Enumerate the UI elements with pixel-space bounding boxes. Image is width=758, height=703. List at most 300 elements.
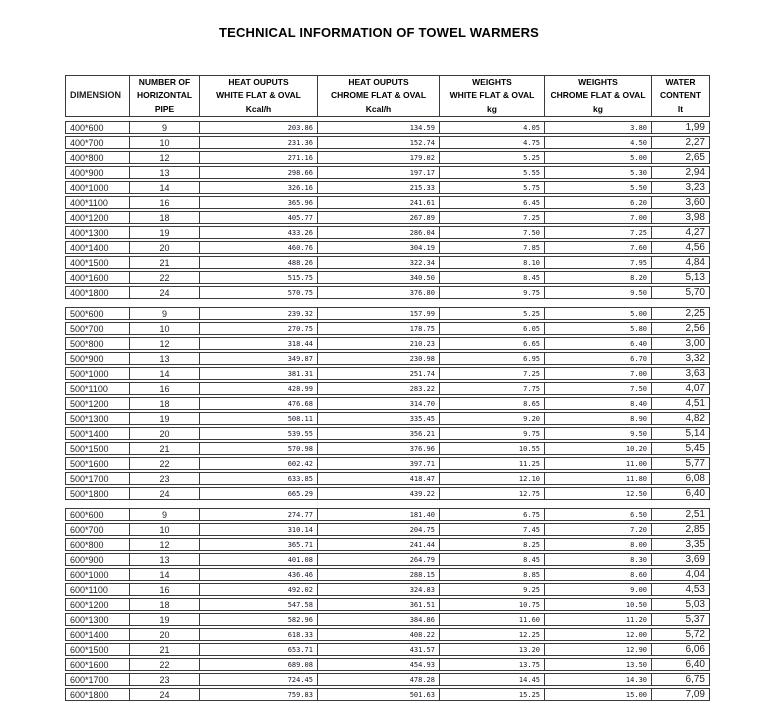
heat-output-white-cell: 539.55 bbox=[200, 427, 318, 440]
dimension-cell: 500*1000 bbox=[65, 367, 130, 380]
water-content-cell: 5,37 bbox=[652, 613, 710, 626]
table-row bbox=[65, 427, 710, 440]
table-row bbox=[65, 523, 710, 536]
pipe-count-cell: 22 bbox=[130, 271, 200, 284]
weight-white-cell: 10.75 bbox=[440, 598, 545, 611]
heat-output-white-cell: 547.58 bbox=[200, 598, 318, 611]
heat-output-white-cell: 665.29 bbox=[200, 487, 318, 500]
pipe-count-cell: 12 bbox=[130, 337, 200, 350]
weight-white-cell: 7.25 bbox=[440, 211, 545, 224]
weight-chrome-cell: 8.20 bbox=[545, 271, 652, 284]
table-row bbox=[65, 181, 710, 194]
pipe-count-cell: 18 bbox=[130, 211, 200, 224]
heat-output-chrome-cell: 431.57 bbox=[318, 643, 440, 656]
dimension-cell: 400*1100 bbox=[65, 196, 130, 209]
dimension-cell: 500*1400 bbox=[65, 427, 130, 440]
weight-chrome-cell: 6.40 bbox=[545, 337, 652, 350]
weight-chrome-cell: 5.80 bbox=[545, 322, 652, 335]
pipe-count-cell: 16 bbox=[130, 382, 200, 395]
table-row bbox=[65, 271, 710, 284]
weight-chrome-cell: 8.40 bbox=[545, 397, 652, 410]
heat-output-white-cell: 298.66 bbox=[200, 166, 318, 179]
column-header-dimension: DIMENSION bbox=[65, 75, 130, 117]
pipe-count-cell: 21 bbox=[130, 442, 200, 455]
weight-white-cell: 14.45 bbox=[440, 673, 545, 686]
heat-output-white-cell: 724.45 bbox=[200, 673, 318, 686]
weight-chrome-cell: 7.60 bbox=[545, 241, 652, 254]
water-content-cell: 3,23 bbox=[652, 181, 710, 194]
weight-white-cell: 9.75 bbox=[440, 427, 545, 440]
towel-warmers-table bbox=[65, 73, 710, 703]
weight-chrome-cell: 11.00 bbox=[545, 457, 652, 470]
heat-output-chrome-cell: 251.74 bbox=[318, 367, 440, 380]
dimension-cell: 500*600 bbox=[65, 307, 130, 320]
pipe-count-cell: 10 bbox=[130, 322, 200, 335]
dimension-cell: 600*900 bbox=[65, 553, 130, 566]
weight-chrome-cell: 8.30 bbox=[545, 553, 652, 566]
table-body-groups bbox=[65, 119, 710, 703]
water-content-cell: 4,04 bbox=[652, 568, 710, 581]
heat-output-chrome-cell: 288.15 bbox=[318, 568, 440, 581]
weight-white-cell: 9.20 bbox=[440, 412, 545, 425]
pipe-count-cell: 18 bbox=[130, 397, 200, 410]
water-content-cell: 5,70 bbox=[652, 286, 710, 299]
heat-output-chrome-cell: 179.02 bbox=[318, 151, 440, 164]
dimension-cell: 500*1500 bbox=[65, 442, 130, 455]
pipe-count-cell: 20 bbox=[130, 241, 200, 254]
heat-output-white-cell: 460.76 bbox=[200, 241, 318, 254]
table-header bbox=[65, 73, 710, 119]
dimension-cell: 400*1500 bbox=[65, 256, 130, 269]
water-content-cell: 3,69 bbox=[652, 553, 710, 566]
pipe-count-cell: 13 bbox=[130, 553, 200, 566]
pipe-count-cell: 9 bbox=[130, 307, 200, 320]
dimension-cell: 600*1500 bbox=[65, 643, 130, 656]
pipe-count-cell: 22 bbox=[130, 658, 200, 671]
heat-output-chrome-cell: 335.45 bbox=[318, 412, 440, 425]
heat-output-white-cell: 270.75 bbox=[200, 322, 318, 335]
weight-chrome-cell: 10.20 bbox=[545, 442, 652, 455]
table-row bbox=[65, 136, 710, 149]
heat-output-chrome-cell: 376.80 bbox=[318, 286, 440, 299]
weight-white-cell: 8.10 bbox=[440, 256, 545, 269]
weight-chrome-cell: 8.60 bbox=[545, 568, 652, 581]
dimension-cell: 600*1600 bbox=[65, 658, 130, 671]
heat-output-chrome-cell: 230.98 bbox=[318, 352, 440, 365]
heat-output-chrome-cell: 241.44 bbox=[318, 538, 440, 551]
table-row bbox=[65, 286, 710, 299]
weight-white-cell: 8.85 bbox=[440, 568, 545, 581]
table-row bbox=[65, 583, 710, 596]
heat-output-white-cell: 602.42 bbox=[200, 457, 318, 470]
dimension-group-600 bbox=[65, 506, 710, 703]
table-row bbox=[65, 151, 710, 164]
heat-output-chrome-cell: 322.34 bbox=[318, 256, 440, 269]
weight-chrome-cell: 9.00 bbox=[545, 583, 652, 596]
weight-white-cell: 8.65 bbox=[440, 397, 545, 410]
weight-white-cell: 13.20 bbox=[440, 643, 545, 656]
dimension-cell: 400*1600 bbox=[65, 271, 130, 284]
heat-output-chrome-cell: 356.21 bbox=[318, 427, 440, 440]
table-row bbox=[65, 613, 710, 626]
heat-output-chrome-cell: 241.61 bbox=[318, 196, 440, 209]
weight-white-cell: 8.45 bbox=[440, 553, 545, 566]
weight-white-cell: 12.75 bbox=[440, 487, 545, 500]
heat-output-white-cell: 239.32 bbox=[200, 307, 318, 320]
water-content-cell: 5,13 bbox=[652, 271, 710, 284]
water-content-cell: 5,03 bbox=[652, 598, 710, 611]
heat-output-white-cell: 365.96 bbox=[200, 196, 318, 209]
dimension-cell: 600*800 bbox=[65, 538, 130, 551]
water-content-cell: 6,08 bbox=[652, 472, 710, 485]
weight-white-cell: 4.05 bbox=[440, 121, 545, 134]
dimension-cell: 600*1300 bbox=[65, 613, 130, 626]
dimension-group-500 bbox=[65, 305, 710, 502]
heat-output-white-cell: 203.86 bbox=[200, 121, 318, 134]
water-content-cell: 4,07 bbox=[652, 382, 710, 395]
pipe-count-cell: 19 bbox=[130, 613, 200, 626]
heat-output-white-cell: 476.68 bbox=[200, 397, 318, 410]
weight-white-cell: 12.10 bbox=[440, 472, 545, 485]
heat-output-chrome-cell: 408.22 bbox=[318, 628, 440, 641]
dimension-cell: 400*700 bbox=[65, 136, 130, 149]
table-row bbox=[65, 322, 710, 335]
heat-output-white-cell: 401.08 bbox=[200, 553, 318, 566]
table-row bbox=[65, 598, 710, 611]
heat-output-chrome-cell: 361.51 bbox=[318, 598, 440, 611]
heat-output-white-cell: 492.02 bbox=[200, 583, 318, 596]
heat-output-chrome-cell: 384.86 bbox=[318, 613, 440, 626]
dimension-cell: 500*800 bbox=[65, 337, 130, 350]
dimension-cell: 400*1800 bbox=[65, 286, 130, 299]
pipe-count-cell: 23 bbox=[130, 673, 200, 686]
dimension-group-400 bbox=[65, 119, 710, 301]
heat-output-chrome-cell: 178.75 bbox=[318, 322, 440, 335]
pipe-count-cell: 19 bbox=[130, 226, 200, 239]
weight-white-cell: 6.45 bbox=[440, 196, 545, 209]
heat-output-white-cell: 759.83 bbox=[200, 688, 318, 701]
weight-chrome-cell: 7.00 bbox=[545, 367, 652, 380]
dimension-cell: 400*1000 bbox=[65, 181, 130, 194]
weight-white-cell: 6.65 bbox=[440, 337, 545, 350]
pipe-count-cell: 21 bbox=[130, 643, 200, 656]
pipe-count-cell: 16 bbox=[130, 583, 200, 596]
weight-white-cell: 7.85 bbox=[440, 241, 545, 254]
weight-white-cell: 10.55 bbox=[440, 442, 545, 455]
dimension-cell: 600*600 bbox=[65, 508, 130, 521]
table-row bbox=[65, 397, 710, 410]
pipe-count-cell: 19 bbox=[130, 412, 200, 425]
heat-output-chrome-cell: 264.79 bbox=[318, 553, 440, 566]
water-content-cell: 3,98 bbox=[652, 211, 710, 224]
weight-white-cell: 7.25 bbox=[440, 367, 545, 380]
dimension-cell: 400*1300 bbox=[65, 226, 130, 239]
table-row bbox=[65, 382, 710, 395]
weight-white-cell: 8.45 bbox=[440, 271, 545, 284]
heat-output-white-cell: 326.16 bbox=[200, 181, 318, 194]
weight-white-cell: 6.05 bbox=[440, 322, 545, 335]
weight-chrome-cell: 5.00 bbox=[545, 307, 652, 320]
heat-output-white-cell: 436.46 bbox=[200, 568, 318, 581]
water-content-cell: 4,51 bbox=[652, 397, 710, 410]
dimension-cell: 600*700 bbox=[65, 523, 130, 536]
heat-output-chrome-cell: 397.71 bbox=[318, 457, 440, 470]
table-row bbox=[65, 352, 710, 365]
weight-white-cell: 5.25 bbox=[440, 151, 545, 164]
weight-chrome-cell: 11.80 bbox=[545, 472, 652, 485]
heat-output-chrome-cell: 204.75 bbox=[318, 523, 440, 536]
column-header-horizontal-pipes: NUMBER OF HORIZONTAL PIPE bbox=[130, 75, 200, 117]
dimension-cell: 600*1700 bbox=[65, 673, 130, 686]
heat-output-white-cell: 618.33 bbox=[200, 628, 318, 641]
column-header-weight-white: WEIGHTS WHITE FLAT & OVAL kg bbox=[440, 75, 545, 117]
dimension-cell: 600*1000 bbox=[65, 568, 130, 581]
weight-chrome-cell: 7.95 bbox=[545, 256, 652, 269]
dimension-cell: 500*1100 bbox=[65, 382, 130, 395]
water-content-cell: 2,27 bbox=[652, 136, 710, 149]
pipe-count-cell: 9 bbox=[130, 121, 200, 134]
dimension-cell: 600*1100 bbox=[65, 583, 130, 596]
water-content-cell: 7,09 bbox=[652, 688, 710, 701]
pipe-count-cell: 22 bbox=[130, 457, 200, 470]
water-content-cell: 2,85 bbox=[652, 523, 710, 536]
water-content-cell: 4,56 bbox=[652, 241, 710, 254]
water-content-cell: 5,14 bbox=[652, 427, 710, 440]
heat-output-chrome-cell: 134.59 bbox=[318, 121, 440, 134]
heat-output-white-cell: 405.77 bbox=[200, 211, 318, 224]
dimension-cell: 400*1200 bbox=[65, 211, 130, 224]
table-row bbox=[65, 688, 710, 701]
table-row bbox=[65, 457, 710, 470]
table-row bbox=[65, 442, 710, 455]
pipe-count-cell: 24 bbox=[130, 286, 200, 299]
weight-chrome-cell: 6.70 bbox=[545, 352, 652, 365]
column-header-heat-output-white: HEAT OUPUTS WHITE FLAT & OVAL Kcal/h bbox=[200, 75, 318, 117]
weight-white-cell: 6.95 bbox=[440, 352, 545, 365]
water-content-cell: 2,51 bbox=[652, 508, 710, 521]
table-row bbox=[65, 196, 710, 209]
table-row bbox=[65, 472, 710, 485]
water-content-cell: 4,84 bbox=[652, 256, 710, 269]
weight-white-cell: 5.75 bbox=[440, 181, 545, 194]
heat-output-chrome-cell: 376.96 bbox=[318, 442, 440, 455]
heat-output-chrome-cell: 478.28 bbox=[318, 673, 440, 686]
table-row bbox=[65, 538, 710, 551]
weight-chrome-cell: 11.20 bbox=[545, 613, 652, 626]
water-content-cell: 4,82 bbox=[652, 412, 710, 425]
table-row bbox=[65, 121, 710, 134]
pipe-count-cell: 10 bbox=[130, 136, 200, 149]
heat-output-chrome-cell: 210.23 bbox=[318, 337, 440, 350]
table-row bbox=[65, 307, 710, 320]
weight-white-cell: 11.60 bbox=[440, 613, 545, 626]
dimension-cell: 400*900 bbox=[65, 166, 130, 179]
dimension-cell: 400*1400 bbox=[65, 241, 130, 254]
water-content-cell: 6,40 bbox=[652, 658, 710, 671]
dimension-cell: 500*1300 bbox=[65, 412, 130, 425]
weight-chrome-cell: 8.90 bbox=[545, 412, 652, 425]
page-title: TECHNICAL INFORMATION OF TOWEL WARMERS bbox=[218, 25, 540, 40]
weight-chrome-cell: 12.50 bbox=[545, 487, 652, 500]
pipe-count-cell: 20 bbox=[130, 628, 200, 641]
dimension-cell: 400*800 bbox=[65, 151, 130, 164]
heat-output-white-cell: 381.31 bbox=[200, 367, 318, 380]
water-content-cell: 3,32 bbox=[652, 352, 710, 365]
weight-white-cell: 11.25 bbox=[440, 457, 545, 470]
weight-white-cell: 12.25 bbox=[440, 628, 545, 641]
dimension-cell: 600*1400 bbox=[65, 628, 130, 641]
pipe-count-cell: 13 bbox=[130, 352, 200, 365]
pipe-count-cell: 12 bbox=[130, 151, 200, 164]
pipe-count-cell: 24 bbox=[130, 688, 200, 701]
table-row bbox=[65, 643, 710, 656]
weight-chrome-cell: 12.90 bbox=[545, 643, 652, 656]
heat-output-white-cell: 570.75 bbox=[200, 286, 318, 299]
water-content-cell: 3,63 bbox=[652, 367, 710, 380]
heat-output-white-cell: 274.77 bbox=[200, 508, 318, 521]
dimension-cell: 500*1600 bbox=[65, 457, 130, 470]
heat-output-chrome-cell: 157.99 bbox=[318, 307, 440, 320]
table-row bbox=[65, 553, 710, 566]
heat-output-chrome-cell: 215.33 bbox=[318, 181, 440, 194]
weight-white-cell: 9.25 bbox=[440, 583, 545, 596]
weight-chrome-cell: 3.80 bbox=[545, 121, 652, 134]
dimension-cell: 600*1200 bbox=[65, 598, 130, 611]
weight-white-cell: 7.50 bbox=[440, 226, 545, 239]
weight-chrome-cell: 4.50 bbox=[545, 136, 652, 149]
weight-chrome-cell: 5.00 bbox=[545, 151, 652, 164]
dimension-cell: 500*1200 bbox=[65, 397, 130, 410]
pipe-count-cell: 13 bbox=[130, 166, 200, 179]
heat-output-chrome-cell: 439.22 bbox=[318, 487, 440, 500]
heat-output-chrome-cell: 314.70 bbox=[318, 397, 440, 410]
pipe-count-cell: 16 bbox=[130, 196, 200, 209]
water-content-cell: 5,45 bbox=[652, 442, 710, 455]
heat-output-chrome-cell: 418.47 bbox=[318, 472, 440, 485]
table-row bbox=[65, 256, 710, 269]
weight-chrome-cell: 9.50 bbox=[545, 427, 652, 440]
pipe-count-cell: 12 bbox=[130, 538, 200, 551]
heat-output-chrome-cell: 304.19 bbox=[318, 241, 440, 254]
water-content-cell: 2,56 bbox=[652, 322, 710, 335]
table-row bbox=[65, 568, 710, 581]
pipe-count-cell: 14 bbox=[130, 367, 200, 380]
dimension-cell: 500*1700 bbox=[65, 472, 130, 485]
weight-chrome-cell: 9.50 bbox=[545, 286, 652, 299]
heat-output-white-cell: 570.98 bbox=[200, 442, 318, 455]
heat-output-white-cell: 433.26 bbox=[200, 226, 318, 239]
weight-white-cell: 5.25 bbox=[440, 307, 545, 320]
weight-chrome-cell: 7.00 bbox=[545, 211, 652, 224]
table-row bbox=[65, 211, 710, 224]
weight-chrome-cell: 10.50 bbox=[545, 598, 652, 611]
table-row bbox=[65, 658, 710, 671]
table-row bbox=[65, 226, 710, 239]
heat-output-white-cell: 428.99 bbox=[200, 382, 318, 395]
weight-chrome-cell: 6.50 bbox=[545, 508, 652, 521]
water-content-cell: 5,72 bbox=[652, 628, 710, 641]
pipe-count-cell: 23 bbox=[130, 472, 200, 485]
weight-chrome-cell: 13.50 bbox=[545, 658, 652, 671]
weight-chrome-cell: 6.20 bbox=[545, 196, 652, 209]
water-content-cell: 2,65 bbox=[652, 151, 710, 164]
heat-output-white-cell: 653.71 bbox=[200, 643, 318, 656]
water-content-cell: 4,27 bbox=[652, 226, 710, 239]
heat-output-white-cell: 318.44 bbox=[200, 337, 318, 350]
weight-white-cell: 6.75 bbox=[440, 508, 545, 521]
heat-output-white-cell: 633.85 bbox=[200, 472, 318, 485]
weight-chrome-cell: 7.20 bbox=[545, 523, 652, 536]
table-row bbox=[65, 412, 710, 425]
table-row bbox=[65, 487, 710, 500]
pipe-count-cell: 24 bbox=[130, 487, 200, 500]
heat-output-white-cell: 689.08 bbox=[200, 658, 318, 671]
weight-white-cell: 13.75 bbox=[440, 658, 545, 671]
heat-output-chrome-cell: 181.40 bbox=[318, 508, 440, 521]
weight-chrome-cell: 14.30 bbox=[545, 673, 652, 686]
weight-chrome-cell: 7.25 bbox=[545, 226, 652, 239]
pipe-count-cell: 21 bbox=[130, 256, 200, 269]
heat-output-chrome-cell: 152.74 bbox=[318, 136, 440, 149]
water-content-cell: 6,75 bbox=[652, 673, 710, 686]
pipe-count-cell: 20 bbox=[130, 427, 200, 440]
pipe-count-cell: 9 bbox=[130, 508, 200, 521]
weight-white-cell: 5.55 bbox=[440, 166, 545, 179]
water-content-cell: 3,35 bbox=[652, 538, 710, 551]
heat-output-white-cell: 508.11 bbox=[200, 412, 318, 425]
heat-output-chrome-cell: 267.89 bbox=[318, 211, 440, 224]
heat-output-chrome-cell: 197.17 bbox=[318, 166, 440, 179]
dimension-cell: 500*900 bbox=[65, 352, 130, 365]
column-header-weight-chrome: WEIGHTS CHROME FLAT & OVAL kg bbox=[545, 75, 652, 117]
water-content-cell: 3,00 bbox=[652, 337, 710, 350]
heat-output-white-cell: 515.75 bbox=[200, 271, 318, 284]
heat-output-chrome-cell: 283.22 bbox=[318, 382, 440, 395]
weight-white-cell: 7.45 bbox=[440, 523, 545, 536]
dimension-cell: 500*1800 bbox=[65, 487, 130, 500]
weight-white-cell: 8.25 bbox=[440, 538, 545, 551]
pipe-count-cell: 14 bbox=[130, 568, 200, 581]
heat-output-chrome-cell: 340.50 bbox=[318, 271, 440, 284]
pipe-count-cell: 10 bbox=[130, 523, 200, 536]
heat-output-white-cell: 310.14 bbox=[200, 523, 318, 536]
table-row bbox=[65, 241, 710, 254]
water-content-cell: 6,06 bbox=[652, 643, 710, 656]
water-content-cell: 1,99 bbox=[652, 121, 710, 134]
water-content-cell: 2,25 bbox=[652, 307, 710, 320]
heat-output-white-cell: 488.26 bbox=[200, 256, 318, 269]
water-content-cell: 4,53 bbox=[652, 583, 710, 596]
weight-white-cell: 4.75 bbox=[440, 136, 545, 149]
heat-output-chrome-cell: 286.04 bbox=[318, 226, 440, 239]
weight-white-cell: 7.75 bbox=[440, 382, 545, 395]
weight-chrome-cell: 5.30 bbox=[545, 166, 652, 179]
header-row bbox=[65, 75, 710, 117]
pipe-count-cell: 18 bbox=[130, 598, 200, 611]
weight-white-cell: 15.25 bbox=[440, 688, 545, 701]
column-header-water-content: WATER CONTENT lt bbox=[652, 75, 710, 117]
table-row bbox=[65, 166, 710, 179]
dimension-cell: 500*700 bbox=[65, 322, 130, 335]
table-row bbox=[65, 628, 710, 641]
dimension-cell: 400*600 bbox=[65, 121, 130, 134]
heat-output-white-cell: 271.16 bbox=[200, 151, 318, 164]
weight-chrome-cell: 15.00 bbox=[545, 688, 652, 701]
weight-chrome-cell: 5.50 bbox=[545, 181, 652, 194]
heat-output-white-cell: 365.71 bbox=[200, 538, 318, 551]
table-row bbox=[65, 673, 710, 686]
weight-chrome-cell: 8.00 bbox=[545, 538, 652, 551]
